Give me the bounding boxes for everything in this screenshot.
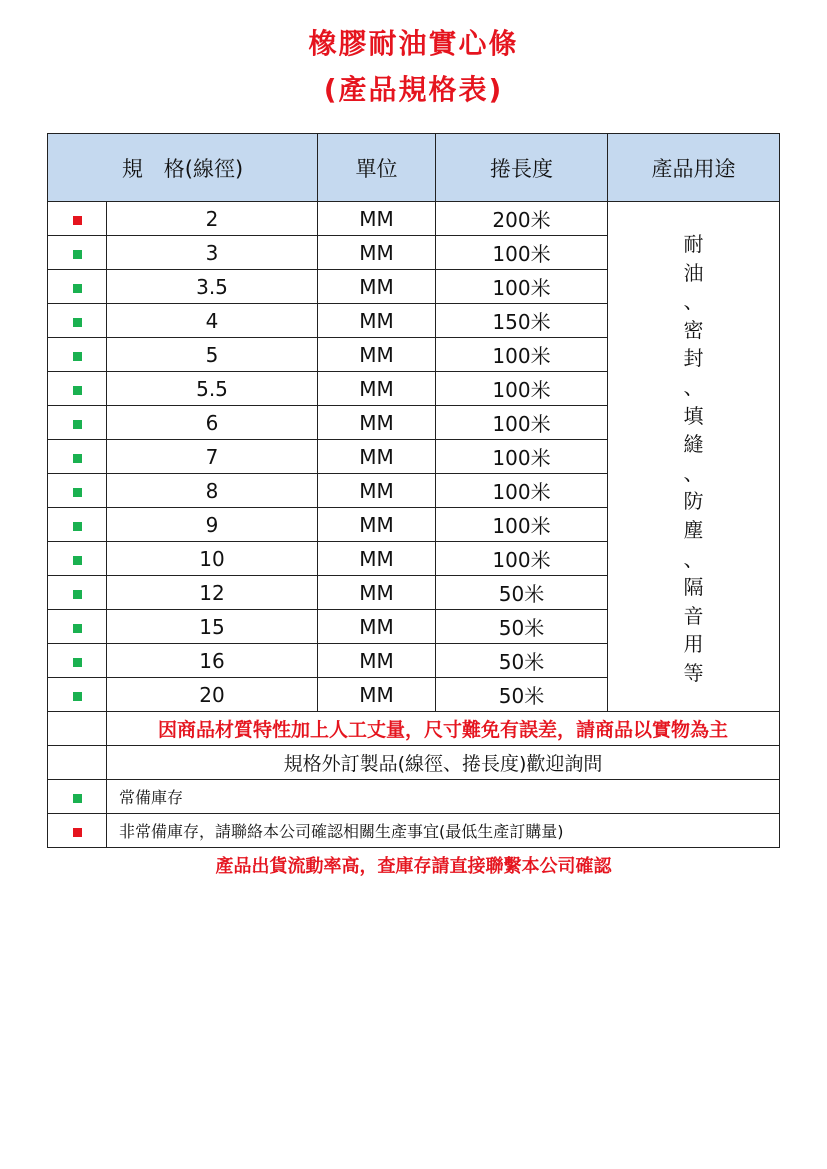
material-note: 因商品材質特性加上人工丈量，尺寸難免有誤差，請商品以實物為主: [107, 712, 780, 746]
table-row: [48, 202, 780, 236]
page-subtitle: (產品規格表): [323, 73, 504, 106]
stock-marker-cell: [48, 372, 107, 406]
note-row: [48, 712, 780, 746]
length-cell: 100米: [436, 406, 608, 440]
spec-cell: 8: [107, 474, 318, 508]
unit-cell: MM: [318, 338, 436, 372]
unit-cell: MM: [318, 236, 436, 270]
spec-cell: 16: [107, 644, 318, 678]
note-marker-cell: [48, 746, 107, 780]
unit-cell: MM: [318, 270, 436, 304]
legend-not-in-stock: 非常備庫存，請聯絡本公司確認相關生產事宜(最低生產訂購量): [107, 814, 780, 848]
footer-note: 產品出貨流動率高，查庫存請直接聯繫本公司確認: [215, 856, 612, 877]
unit-cell: MM: [318, 610, 436, 644]
unit-cell: MM: [318, 372, 436, 406]
stock-marker-cell: [48, 576, 107, 610]
length-cell: 100米: [436, 474, 608, 508]
length-cell: 150米: [436, 304, 608, 338]
green-square-icon: [73, 590, 82, 599]
spec-cell: 15: [107, 610, 318, 644]
green-square-icon: [73, 250, 82, 259]
length-cell: 100米: [436, 372, 608, 406]
spec-table: [47, 133, 780, 848]
green-square-icon: [73, 420, 82, 429]
legend-row: [48, 780, 780, 814]
green-square-icon: [73, 794, 82, 803]
green-square-icon: [73, 522, 82, 531]
spec-cell: 20: [107, 678, 318, 712]
stock-marker-cell: [48, 304, 107, 338]
length-cell: 100米: [436, 508, 608, 542]
spec-cell: 2: [107, 202, 318, 236]
length-cell: 50米: [436, 678, 608, 712]
length-cell: 100米: [436, 440, 608, 474]
unit-cell: MM: [318, 644, 436, 678]
header-length: 捲長度: [436, 134, 608, 202]
length-cell: 100米: [436, 338, 608, 372]
length-cell: 100米: [436, 236, 608, 270]
length-cell: 50米: [436, 576, 608, 610]
green-square-icon: [73, 658, 82, 667]
spec-cell: 5.5: [107, 372, 318, 406]
page-title: 橡膠耐油實心條: [308, 27, 519, 60]
stock-marker-cell: [48, 610, 107, 644]
spec-cell: 3: [107, 236, 318, 270]
custom-order-note: 規格外訂製品(線徑、捲長度)歡迎詢問: [107, 746, 780, 780]
header-spec: 規 格(線徑): [48, 134, 318, 202]
green-square-icon: [73, 318, 82, 327]
green-square-icon: [73, 386, 82, 395]
unit-cell: MM: [318, 406, 436, 440]
legend-in-stock: 常備庫存: [107, 780, 780, 814]
spec-cell: 9: [107, 508, 318, 542]
spec-cell: 6: [107, 406, 318, 440]
spec-cell: 4: [107, 304, 318, 338]
stock-marker-cell: [48, 440, 107, 474]
spec-cell: 10: [107, 542, 318, 576]
green-square-icon: [73, 284, 82, 293]
stock-marker-cell: [48, 644, 107, 678]
stock-marker-cell: [48, 202, 107, 236]
note-row: [48, 746, 780, 780]
legend-marker-cell: [48, 780, 107, 814]
usage-cell: [608, 202, 780, 712]
unit-cell: MM: [318, 440, 436, 474]
length-cell: 100米: [436, 542, 608, 576]
spec-cell: 5: [107, 338, 318, 372]
usage-text: 耐 油 、 密 封 、 填 縫 、 防 塵 、 隔 音 用 等: [683, 232, 704, 685]
table-header-row: [48, 134, 780, 202]
unit-cell: MM: [318, 576, 436, 610]
unit-cell: MM: [318, 202, 436, 236]
stock-marker-cell: [48, 542, 107, 576]
green-square-icon: [73, 488, 82, 497]
stock-marker-cell: [48, 270, 107, 304]
table-body: [48, 202, 780, 712]
unit-cell: MM: [318, 542, 436, 576]
length-cell: 50米: [436, 610, 608, 644]
stock-marker-cell: [48, 338, 107, 372]
stock-marker-cell: [48, 678, 107, 712]
length-cell: 100米: [436, 270, 608, 304]
stock-marker-cell: [48, 406, 107, 440]
note-marker-cell: [48, 712, 107, 746]
stock-marker-cell: [48, 236, 107, 270]
unit-cell: MM: [318, 678, 436, 712]
unit-cell: MM: [318, 508, 436, 542]
unit-cell: MM: [318, 474, 436, 508]
spec-cell: 3.5: [107, 270, 318, 304]
unit-cell: MM: [318, 304, 436, 338]
green-square-icon: [73, 692, 82, 701]
stock-marker-cell: [48, 508, 107, 542]
length-cell: 50米: [436, 644, 608, 678]
stock-marker-cell: [48, 474, 107, 508]
spec-cell: 12: [107, 576, 318, 610]
legend-marker-cell: [48, 814, 107, 848]
red-square-icon: [73, 216, 82, 225]
header-unit: 單位: [318, 134, 436, 202]
green-square-icon: [73, 454, 82, 463]
green-square-icon: [73, 624, 82, 633]
table-notes: [48, 712, 780, 848]
header-usage: 產品用途: [608, 134, 780, 202]
spec-cell: 7: [107, 440, 318, 474]
green-square-icon: [73, 556, 82, 565]
green-square-icon: [73, 352, 82, 361]
red-square-icon: [73, 828, 82, 837]
length-cell: 200米: [436, 202, 608, 236]
legend-row: [48, 814, 780, 848]
